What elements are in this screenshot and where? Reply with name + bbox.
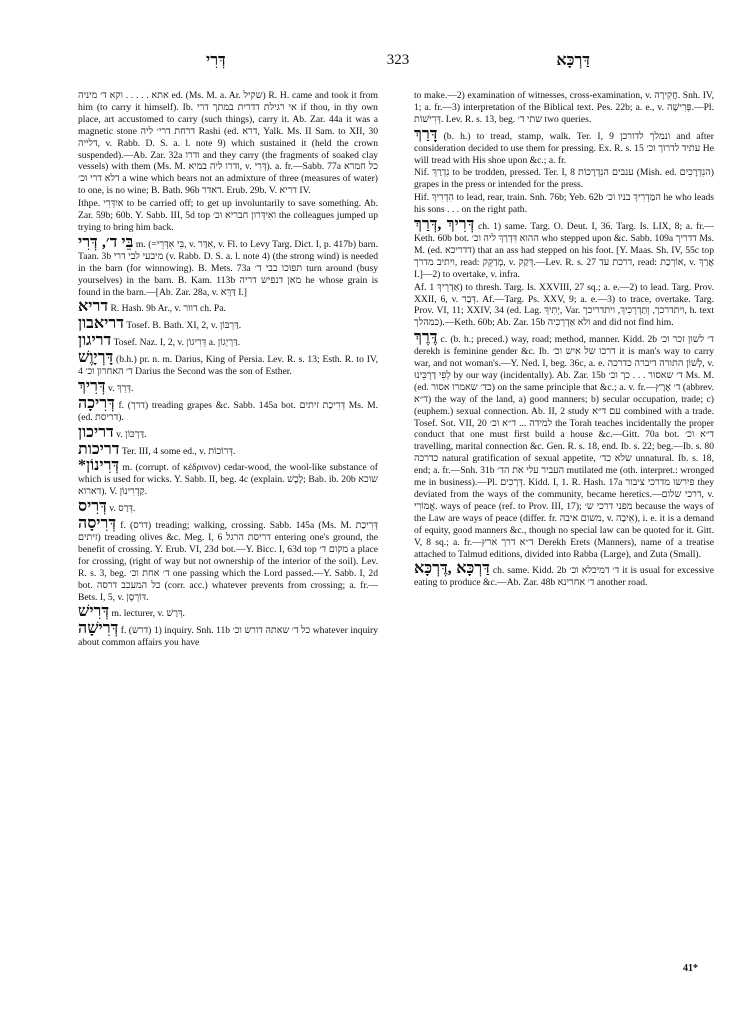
dictionary-entry [78, 235, 378, 299]
entry-text: Nif. נִדְרַךְ to be trodden, pressed. Ter. I, 8 ענבים הנִדְרָכוֹת (Mish. ed. הנִדְרָכִים) grapes in the press or intended for the press. [414, 167, 714, 191]
entry-text: v. דַּרְכּוֹן. [116, 428, 147, 440]
entry-headword: דָּרַךְ [414, 125, 438, 143]
entry-text: f. (דרש) 1) inquiry. Snh. 11b כל ד׳ שאתה דורש וכ׳ whatever inquiry about common affairs you have [78, 625, 378, 649]
entry-headword: דריגון [78, 332, 112, 350]
dictionary-entry [414, 90, 714, 126]
dictionary-entry [78, 350, 378, 378]
entry-headword: דְּרִיךְ ,דְּרַךְ [414, 216, 475, 234]
dictionary-entry [78, 316, 378, 332]
entry-text: ch. 1) same. Targ. O. Deut. I, 36. Targ. Is. LIX, 8; a. fr.—Keth. 60b bot. ההוא דִּדְרַךְ ליה וכ׳ who stepped upon &c. Sabb. 109a דדריך Ms. M. (ed. דדריכא) that an ass had stepped on his foot. [Y. Maas. Sh. IV, 55c top ויתיב מדרך, read: מְדַקֵּק, v. דְּקַק.—Lev. R. s. 27 דרכת עד, read: אוֹרְכַת, v. אֲרַךְ I.]—2) to overtake, v. infra. [414, 221, 714, 280]
dictionary-entry [78, 333, 378, 349]
dictionary-entry [414, 167, 714, 191]
right-column [414, 90, 714, 990]
entry-text: f. (דרס) treading; walking, crossing. Sabb. 145a (Ms. M. דְּרִיכַת זיתים) treading olives &c. Meg. I, 6 דריסת הרגל entering one's ground, the benefit of crossing. Y. Erub. VI, 23d bot.—Y. Bicc. I, 63d top מקום ד׳ a place for crossing, (right of way but not ownership of the interior of the soil). Lev. R. s. 3, beg. ד׳ אחת וכ׳ one passing which the Lord passed.—Y. Sabb. I, 2d bot. כל המעכב דרסה (corr. acc.) whatever prevents from crossing; a. fr.—Bets. I, 5, v. דּוֹרְסָן. [78, 520, 378, 603]
entry-headword: בֵּי ד׳, דְּרִי [78, 233, 134, 251]
entry-headword: דְּרִיךְ [78, 377, 106, 395]
entry-text: ch. same. Kidd. 2b ד׳ דמיכלא וכ׳ it is usual for excessive eating to produce &c.—Ab. Zar. 48b ד׳ אחרינא another road. [414, 565, 714, 589]
page-number: 323 [386, 52, 410, 68]
entry-text: Tosef. Naz. I, 2, v. דְּרִיגוֹן a. דַּרְיְגוֹן. [113, 337, 241, 349]
dictionary-entry [414, 561, 714, 589]
entry-headword: דְּרִיכָה [78, 394, 115, 412]
entry-headword: דֶּרֶךְ [414, 329, 438, 347]
dictionary-entry [78, 604, 378, 620]
entry-text: m. (corrupt. of κέδρινον) cedar-wood, the wool-like substance of which is used for wicks. Y. Sabb. II, beg. 4c (explain. לֶכֶשׁ; Bab. ib. 20b שוכא דארוא). V. קַדְרִינוֹן. [78, 462, 378, 498]
entry-headword: דריכות [78, 440, 120, 458]
dictionary-entry [78, 621, 378, 649]
dictionary-entry [414, 192, 714, 216]
entry-headword: דָּרְיָוֶשׁ [78, 349, 114, 367]
entry-text: to make.—2) examination of witnesses, cross-examination, v. חֲקִירָה. Snh. IV, 1; a. fr.—3) interpretation of the Biblical text. Pes. 22b; a. e., v. פְּרִישָׁה.—Pl. דְּרִישׁוֹת. Lev. R. s. 13, beg. שתי ד׳ two queries. [414, 90, 714, 125]
entry-headword: *דְּרִינוֹן [78, 457, 120, 475]
dictionary-entry [78, 90, 378, 197]
entry-text: Ter. III, 4 some ed., v. דְּרוֹכוֹת. [121, 445, 236, 457]
entry-text: Af. אַדְרֵיךְ 1) to thresh. Targ. Is. XXVIII, 27 sq.; a. e.—2) to lead. Targ. Prov. XXII, 6, v. דְּבַר. Af.—Targ. Ps. XXV, 9; a. e.—3) to trace, overtake. Targ. Prov. VI, 11; XXIV, 34 (ed. Lag. יְתִיךְ, Var. ויתדרכך, וְתַדְרְכִיךְ, ויתדריכך, h. text כמהלך).—Keth. 60b; Ab. Zar. 15b ולא אַדְרְכִיה and did not find him. [414, 281, 714, 329]
entry-text: Tosef. B. Bath. XI, 2, v. דַּרְבּוֹן. [126, 320, 242, 332]
entry-text: v. דְּרַס. [109, 503, 136, 515]
entry-text: Ithpe. איִדְּרִי to be carried off; to get up involuntarily to save something. Ab. Zar. 59b; 60b. Y. Sabb. III, 5d top ואִידְּרון חבריא וכ׳ the colleagues jumped up trying to bring him back. [78, 198, 378, 233]
left-column [78, 90, 378, 990]
dictionary-entry [78, 299, 378, 315]
left-running-head: דְּרִי [206, 52, 226, 69]
entry-text: אתא . . . . . וקא ד׳ מיניה ed. (Ms. M. a. Ar. שקיל) R. H. came and took it from him (to carry it himself). Ib. אי רגילת דדרית במתך דרי if thou, in thy own place, art accustomed to carry (such things), carry it. Ab. Zar. 44a it was a magnetic stone דרחת דרי׳ ליה Rashi (ed. דרא, Yalk. Ms. II Sam. to XII, 30 דלייה, v. Rabb. D. S. a. l. note 9) which sustained it (held the crown suspended).—Ab. Zar. 32a ודרו and they carry (the fragments of soaked clay vessels) with them (Ms. M. ודרו ליה במיא, v. דְּרִי). a. fr.—Sabb. 77a כל חמרא דלא דרי וכ׳ a wine which bears not an admixture of three (measures of water) to one, is no wine; B. Bath. 96b דאדר. Erub. 29b. V. דריא IV. [78, 90, 378, 197]
entry-text: (b. h.) to tread, stamp, walk. Ter. I, 9 ונמלך לדורכן and after consideration decided to use them for pressing. Ex. R. s. 15 עתיד לדרוך וכ׳ He will tread with His shoe upon &c.; a. fr. [414, 130, 714, 166]
dictionary-entry [78, 458, 378, 498]
dictionary-entry [414, 282, 714, 330]
entry-headword: דְּרִישָׁה [78, 620, 119, 638]
dictionary-entry [78, 516, 378, 603]
entry-text: R. Hash. 9b Ar., v. דוור ch. Pa. [110, 303, 226, 315]
entry-headword: דריאבון [78, 315, 124, 333]
entry-headword: דְּרִיס [78, 498, 107, 516]
entry-text: m. (=בֵּי אִדְּרֵי, v. אִדַּר, v. Fl. to Levy Targ. Dict. I, p. 417b) barn. Taan. 3b מיבעי לבי דרי (v. Rabb. D. S. a. l. note 4) (the strong wind) is needed in the barn (for winnowing). B. Mets. 73a תפוכו בבי ד׳ turn around (busy yourselves) in the barn. B. Kam. 113b מאן דנפיש דריה he whose grain is found in the barn.—[Ab. Zar. 28a, v. דַּרָּא I.] [78, 238, 378, 298]
entry-headword: דַּרְכָּא ,דֶּרְכָּא [414, 560, 490, 578]
entry-headword: דריכון [78, 423, 114, 441]
page-header [78, 52, 718, 74]
entry-headword: דריא [78, 298, 109, 316]
entry-text: v. דְּרֵךְ. [108, 382, 134, 394]
entry-text: c. (b. h.; preced.) way, road; method, manner. Kidd. 2b ד׳ לשון זכר וכ׳ derekh is feminine gender &c. Ib. דרכו של איש וכ׳ it is man's way to carry war, and not woman's.—Y. Ned. I, beg. 36c, a. e. לָשׁוֹן התורה דיברה כדרכה, v. לְפִי דַרְכֵּינוּ by our way (incidentally). Ab. Zar. 15b ד׳ שאסור . . . כך וכ׳ Ms. M. (ed. כד׳ שאמרו אסור) on the same principle that &c.; a. v. fr.—ד׳ אֶרֶץ (abbrev. ד״א) the way of the land, a) good manners; b) secular occupation, trade; c) (euphem.) sexual connection. Ab. II, 2 study עם ד״א combined with a trade. Tosef. Sot. VII, 20 למידה ... ד״א וכ׳ the Torah teaches incidentally the proper conduct that one must first build a house &c.—Gitt. 70a bot. ד״א וכ׳ travelling, marital connection &c. Gen. R. s. 18, end. Ib. s. 22; beg.—Ib. s. 80 כדרכה natural gratification of sexual appetite, שלא כד׳ unnatural. Ib. s. 18, end; a. fr.—Snh. 31b העביר עלי את הד׳ mutilated me (oth. interpret.: wronged me in business).—Pl. דְּרָכִים. Kidd. I, 1. R. Hash. 17a פירשו מדרכי ציבור they deviated from the ways of the community, became heretics.—דרכי שלום, v. אֱמוֹרִי. ways of peace (ref. to Prov. III, 17); מפני דרכי ש׳ because the ways of the Law are ways of peace (differ. fr. משום איבה, v. אֵיבָה), i. e. it is a demand of equity, good manners &c., though no special law can be quoted for it. Gitt. V, 8 sq.; a. fr.—ד״א דרך ארץ Derekh Erets (Manners), name of a treatise attached to Talmud editions, divided into Rabba (Large), and Zuta (Small). [414, 334, 714, 560]
dictionary-entry [78, 499, 378, 515]
entry-text: Hif. הִדְרִיךְ to lead, rear, train. Snh. 76b; Yeb. 62b המַדְרִיךְ בניו וכ׳ he who leads his sons . . . on the right path. [414, 192, 714, 216]
dictionary-entry [78, 379, 378, 395]
entry-text: (b.h.) pr. n. m. Darius, King of Persia. Lev. R. s. 13; Esth. R. to IV, 4 ד׳ האחרון וכ׳ Darius the Second was the son of Esther. [78, 354, 378, 378]
entry-text: f. (דרך) treading grapes &c. Sabb. 145a bot. דְּרִיכַת זיתים Ms. M. (ed. דריסת). [78, 399, 378, 423]
entry-headword: דְּרִיסָה [78, 515, 117, 533]
dictionary-entry [78, 198, 378, 234]
dictionary-entry [414, 330, 714, 560]
dictionary-entry [78, 425, 378, 441]
entry-text: m. lecturer, v. דְּרַשׁ. [111, 608, 185, 620]
dictionary-entry [414, 217, 714, 281]
dictionary-entry [78, 396, 378, 424]
dictionary-entry [414, 127, 714, 167]
entry-headword: דְּרִישׁ [78, 603, 110, 621]
signature-mark: 41* [683, 963, 698, 974]
right-running-head: דַּרְכָּא [556, 52, 590, 69]
dictionary-entry [78, 442, 378, 458]
